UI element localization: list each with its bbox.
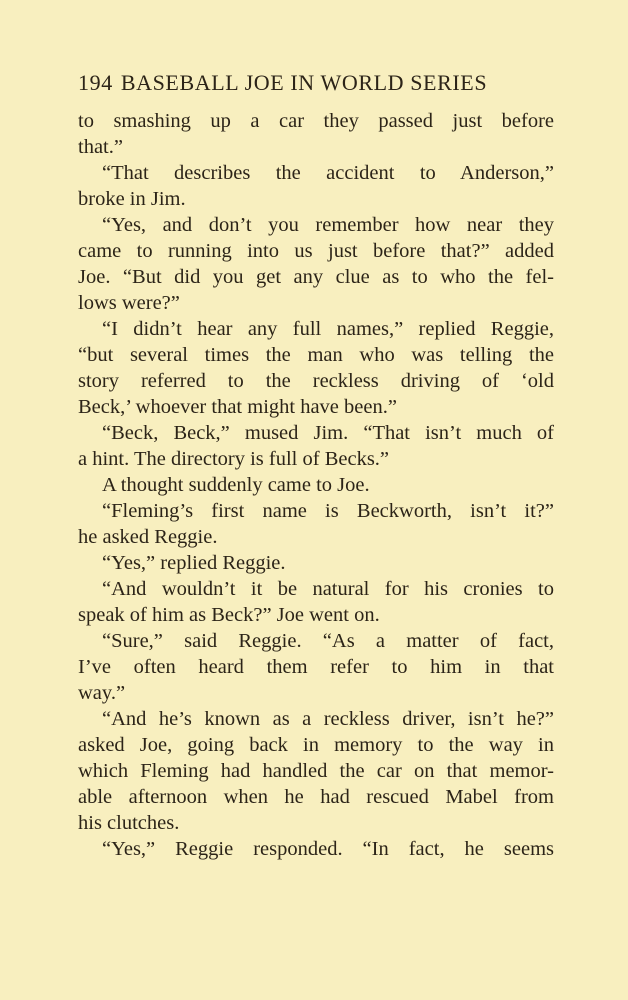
running-title: BASEBALL JOE IN WORLD SERIES bbox=[120, 70, 488, 95]
text-line: I’ve often heard them refer to him in that bbox=[78, 656, 554, 678]
text-line: lows were?” bbox=[78, 292, 180, 314]
text-line: “Sure,” said Reggie. “As a matter of fact, bbox=[102, 630, 554, 652]
text-line: “but several times the man who was telling the bbox=[78, 344, 554, 366]
text-line: Joe. “But did you get any clue as to who the fel- bbox=[78, 266, 554, 288]
text-line: “Fleming’s first name is Beckworth, isn’t it?” bbox=[102, 500, 554, 522]
text-line: to smashing up a car they passed just before bbox=[78, 110, 554, 132]
text-line: asked Joe, going back in memory to the way in bbox=[78, 734, 554, 756]
text-line: “Yes,” replied Reggie. bbox=[102, 552, 286, 574]
text-line: able afternoon when he had rescued Mabel from bbox=[78, 786, 554, 808]
text-line: “I didn’t hear any full names,” replied Reggie, bbox=[102, 318, 554, 340]
text-line: “And he’s known as a reckless driver, isn’t he?” bbox=[102, 708, 554, 730]
text-line: Beck,’ whoever that might have been.” bbox=[78, 396, 397, 418]
text-line: which Fleming had handled the car on that memor- bbox=[78, 760, 554, 782]
text-line: a hint. The directory is full of Becks.” bbox=[78, 448, 390, 470]
text-line: came to running into us just before that?” added bbox=[78, 240, 554, 262]
text-line: “And wouldn’t it be natural for his cronies to bbox=[102, 578, 554, 600]
running-header bbox=[78, 70, 558, 100]
text-line: “Yes,” Reggie responded. “In fact, he seems bbox=[102, 838, 554, 860]
text-line: speak of him as Beck?” Joe went on. bbox=[78, 604, 380, 626]
body-text bbox=[78, 108, 554, 862]
text-line: “That describes the accident to Anderson,” bbox=[102, 162, 554, 184]
text-line: “Beck, Beck,” mused Jim. “That isn’t much of bbox=[102, 422, 554, 444]
page-number: 194 bbox=[78, 70, 113, 95]
text-line: way.” bbox=[78, 682, 126, 704]
text-line: that.” bbox=[78, 136, 123, 158]
text-line: A thought suddenly came to Joe. bbox=[102, 474, 370, 496]
text-line: he asked Reggie. bbox=[78, 526, 218, 548]
text-line: story referred to the reckless driving of ‘old bbox=[78, 370, 554, 392]
text-line: his clutches. bbox=[78, 812, 180, 834]
text-line: “Yes, and don’t you remember how near they bbox=[102, 214, 554, 236]
text-line: broke in Jim. bbox=[78, 188, 186, 210]
